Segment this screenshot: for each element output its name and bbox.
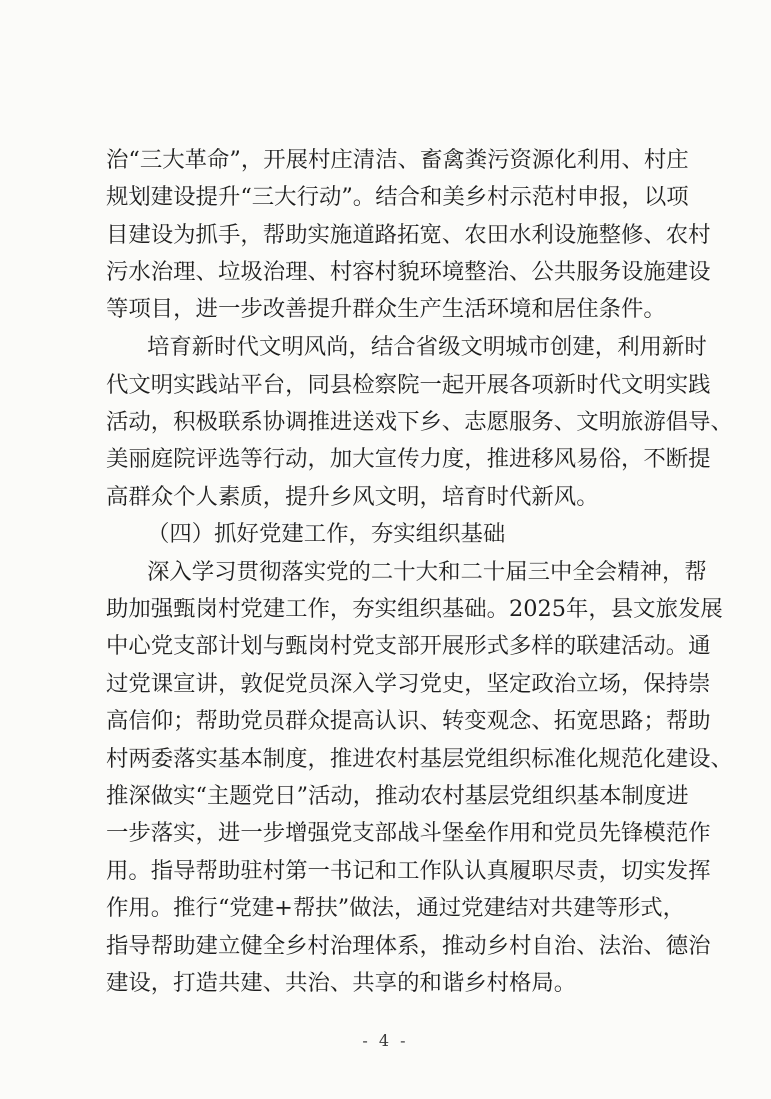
text-line: 村两委落实基本制度，推进农村基层党组织标准化规范化建设、 xyxy=(106,746,733,772)
text-line: 目建设为抓手，帮助实施道路拓宽、农田水利设施整修、农村 xyxy=(106,222,711,248)
text-line: 指导帮助建立健全乡村治理体系，推动乡村自治、法治、德治 xyxy=(106,933,711,959)
text-line: 建设，打造共建、共治、共享的和谐乡村格局。 xyxy=(106,970,577,996)
text-line: 一步落实，进一步增强党支部战斗堡垒作用和党员先锋模范作 xyxy=(106,820,711,846)
text-line: 污水治理、垃圾治理、村容村貌环境整治、公共服务设施建设 xyxy=(106,259,711,285)
section-heading: （四）抓好党建工作，夯实组织基础 xyxy=(147,521,506,547)
text-line: 治“三大革命”，开展村庄清洁、畜禽粪污资源化利用、村庄 xyxy=(106,147,689,173)
text-line: 助加强甄岗村党建工作，夯实组织基础。2025年，县文旅发展 xyxy=(106,596,723,622)
text-line: 活动，积极联系协调推进送戏下乡、志愿服务、文明旅游倡导、 xyxy=(106,409,733,435)
text-line: 美丽庭院评选等行动，加大宣传力度，推进移风易俗，不断提 xyxy=(106,446,711,472)
text-line: 中心党支部计划与甄岗村党支部开展形式多样的联建活动。通 xyxy=(106,633,711,659)
text-line: 等项目，进一步改善提升群众生产生活环境和居住条件。 xyxy=(106,296,666,322)
text-line: 推深做实“主题党日”活动，推动农村基层党组织基本制度进 xyxy=(106,783,689,809)
text-line: 高信仰；帮助党员群众提高认识、转变观念、拓宽思路；帮助 xyxy=(106,708,711,734)
text-line: 过党课宣讲，敦促党员深入学习党史，坚定政治立场，保持崇 xyxy=(106,671,711,697)
text-line: 规划建设提升“三大行动”。结合和美乡村示范村申报，以项 xyxy=(106,184,689,210)
text-line: 深入学习贯彻落实党的二十大和二十届三中全会精神，帮 xyxy=(147,559,707,585)
text-line: 培育新时代文明风尚，结合省级文明城市创建，利用新时 xyxy=(147,334,707,360)
text-line: 作用。推行“党建+帮扶”做法，通过党建结对共建等形式， xyxy=(106,895,686,921)
text-line: 代文明实践站平台，同县检察院一起开展各项新时代文明实践 xyxy=(106,372,711,398)
text-line: 用。指导帮助驻村第一书记和工作队认真履职尽责，切实发挥 xyxy=(106,858,711,884)
page-number: - 4 - xyxy=(362,1031,409,1050)
text-line: 高群众个人素质，提升乡风文明，培育时代新风。 xyxy=(106,484,599,510)
